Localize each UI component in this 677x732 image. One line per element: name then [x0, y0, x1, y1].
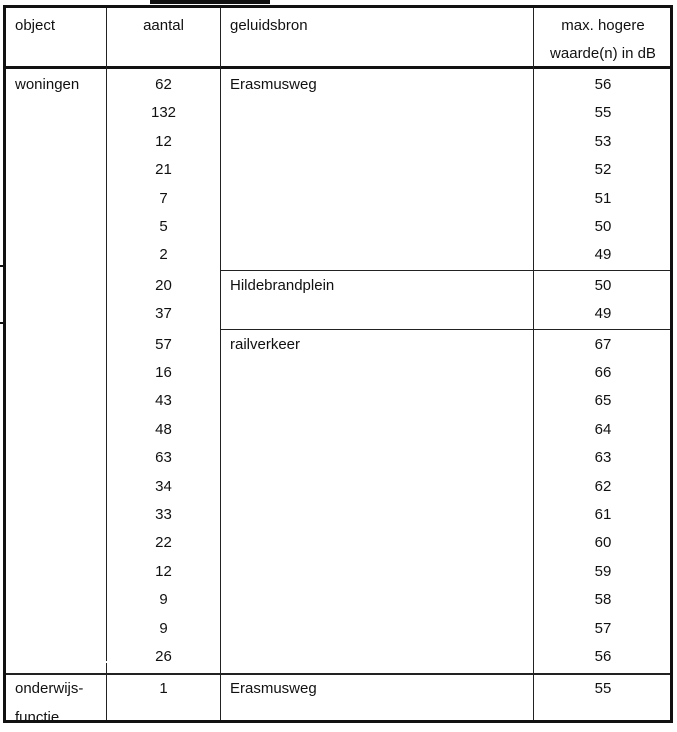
- table-row-waarde: 50: [594, 276, 612, 294]
- margin-mark: [0, 265, 3, 267]
- table-row-aantal: 1: [159, 680, 168, 698]
- table-row-aantal: 12: [155, 132, 172, 150]
- table-row-aantal: 22: [155, 534, 172, 552]
- source-label: Erasmusweg: [230, 76, 317, 93]
- table-row-aantal: 9: [159, 591, 168, 609]
- header-object: object: [15, 17, 56, 34]
- table-row-aantal: 2: [159, 246, 168, 264]
- table-row-aantal: 21: [155, 161, 172, 179]
- noise-table: [3, 5, 673, 726]
- table-row-waarde: 56: [594, 648, 612, 665]
- table-row-waarde: 56: [594, 76, 612, 93]
- header-geluidsbron: geluidsbron: [230, 17, 308, 34]
- table-row-aantal: 62: [155, 76, 172, 93]
- table-row-aantal: 9: [159, 619, 168, 637]
- margin-mark: [0, 322, 3, 324]
- table-row-waarde: 53: [594, 132, 612, 150]
- table-row-waarde: 50: [594, 218, 612, 235]
- table-row-waarde: 61: [594, 506, 612, 523]
- table-row-waarde: 65: [594, 392, 612, 410]
- table-row-waarde: 57: [594, 619, 612, 637]
- object-label: onderwijs-: [15, 680, 84, 698]
- table-row-aantal: 7: [159, 189, 168, 207]
- table-row-waarde: 59: [594, 562, 612, 580]
- table-row-aantal: 43: [155, 392, 172, 410]
- table-row-waarde: 63: [594, 449, 612, 467]
- object-label: functie: [15, 708, 60, 726]
- table-row-waarde: 58: [594, 591, 612, 609]
- table-row-waarde: 49: [594, 246, 612, 264]
- table-row-aantal: 5: [159, 218, 168, 235]
- table-row-waarde: 55: [594, 104, 612, 122]
- table-row-aantal: 34: [155, 477, 172, 495]
- table-row-waarde: 55: [594, 680, 612, 698]
- source-label: Hildebrandplein: [230, 276, 335, 294]
- table-row-aantal: 16: [155, 364, 172, 381]
- table-row-waarde: 51: [594, 189, 612, 207]
- table-row-aantal: 20: [155, 276, 172, 294]
- table-row-waarde: 66: [594, 364, 612, 381]
- table-row-aantal: 63: [155, 449, 172, 467]
- table-row-waarde: 62: [594, 477, 612, 495]
- column-divider-aantal: [220, 8, 221, 720]
- table-row-aantal: 37: [155, 305, 172, 323]
- source-label: Erasmusweg: [230, 680, 317, 698]
- table-row-aantal: 12: [155, 562, 172, 580]
- source-label: railverkeer: [230, 335, 301, 353]
- table-row-waarde: 60: [594, 534, 612, 552]
- table-row-aantal: 132: [150, 104, 177, 122]
- table-row-aantal: 33: [155, 506, 172, 523]
- table-row-waarde: 49: [594, 305, 612, 323]
- object-label: woningen: [15, 76, 80, 93]
- table-row-waarde: 67: [594, 335, 612, 353]
- table-row-waarde: 64: [594, 420, 612, 438]
- header-waarde-line1: max. hogere: [561, 17, 645, 34]
- table-row-aantal: 26: [155, 648, 172, 665]
- table-row-aantal: 48: [155, 420, 172, 438]
- group-divider: [220, 329, 670, 330]
- header-waarde-line2: waarde(n) in dB: [550, 45, 656, 62]
- header-aantal: aantal: [143, 17, 184, 34]
- group-divider: [220, 270, 670, 271]
- table-row-aantal: 57: [155, 335, 172, 353]
- table-row-waarde: 52: [594, 161, 612, 179]
